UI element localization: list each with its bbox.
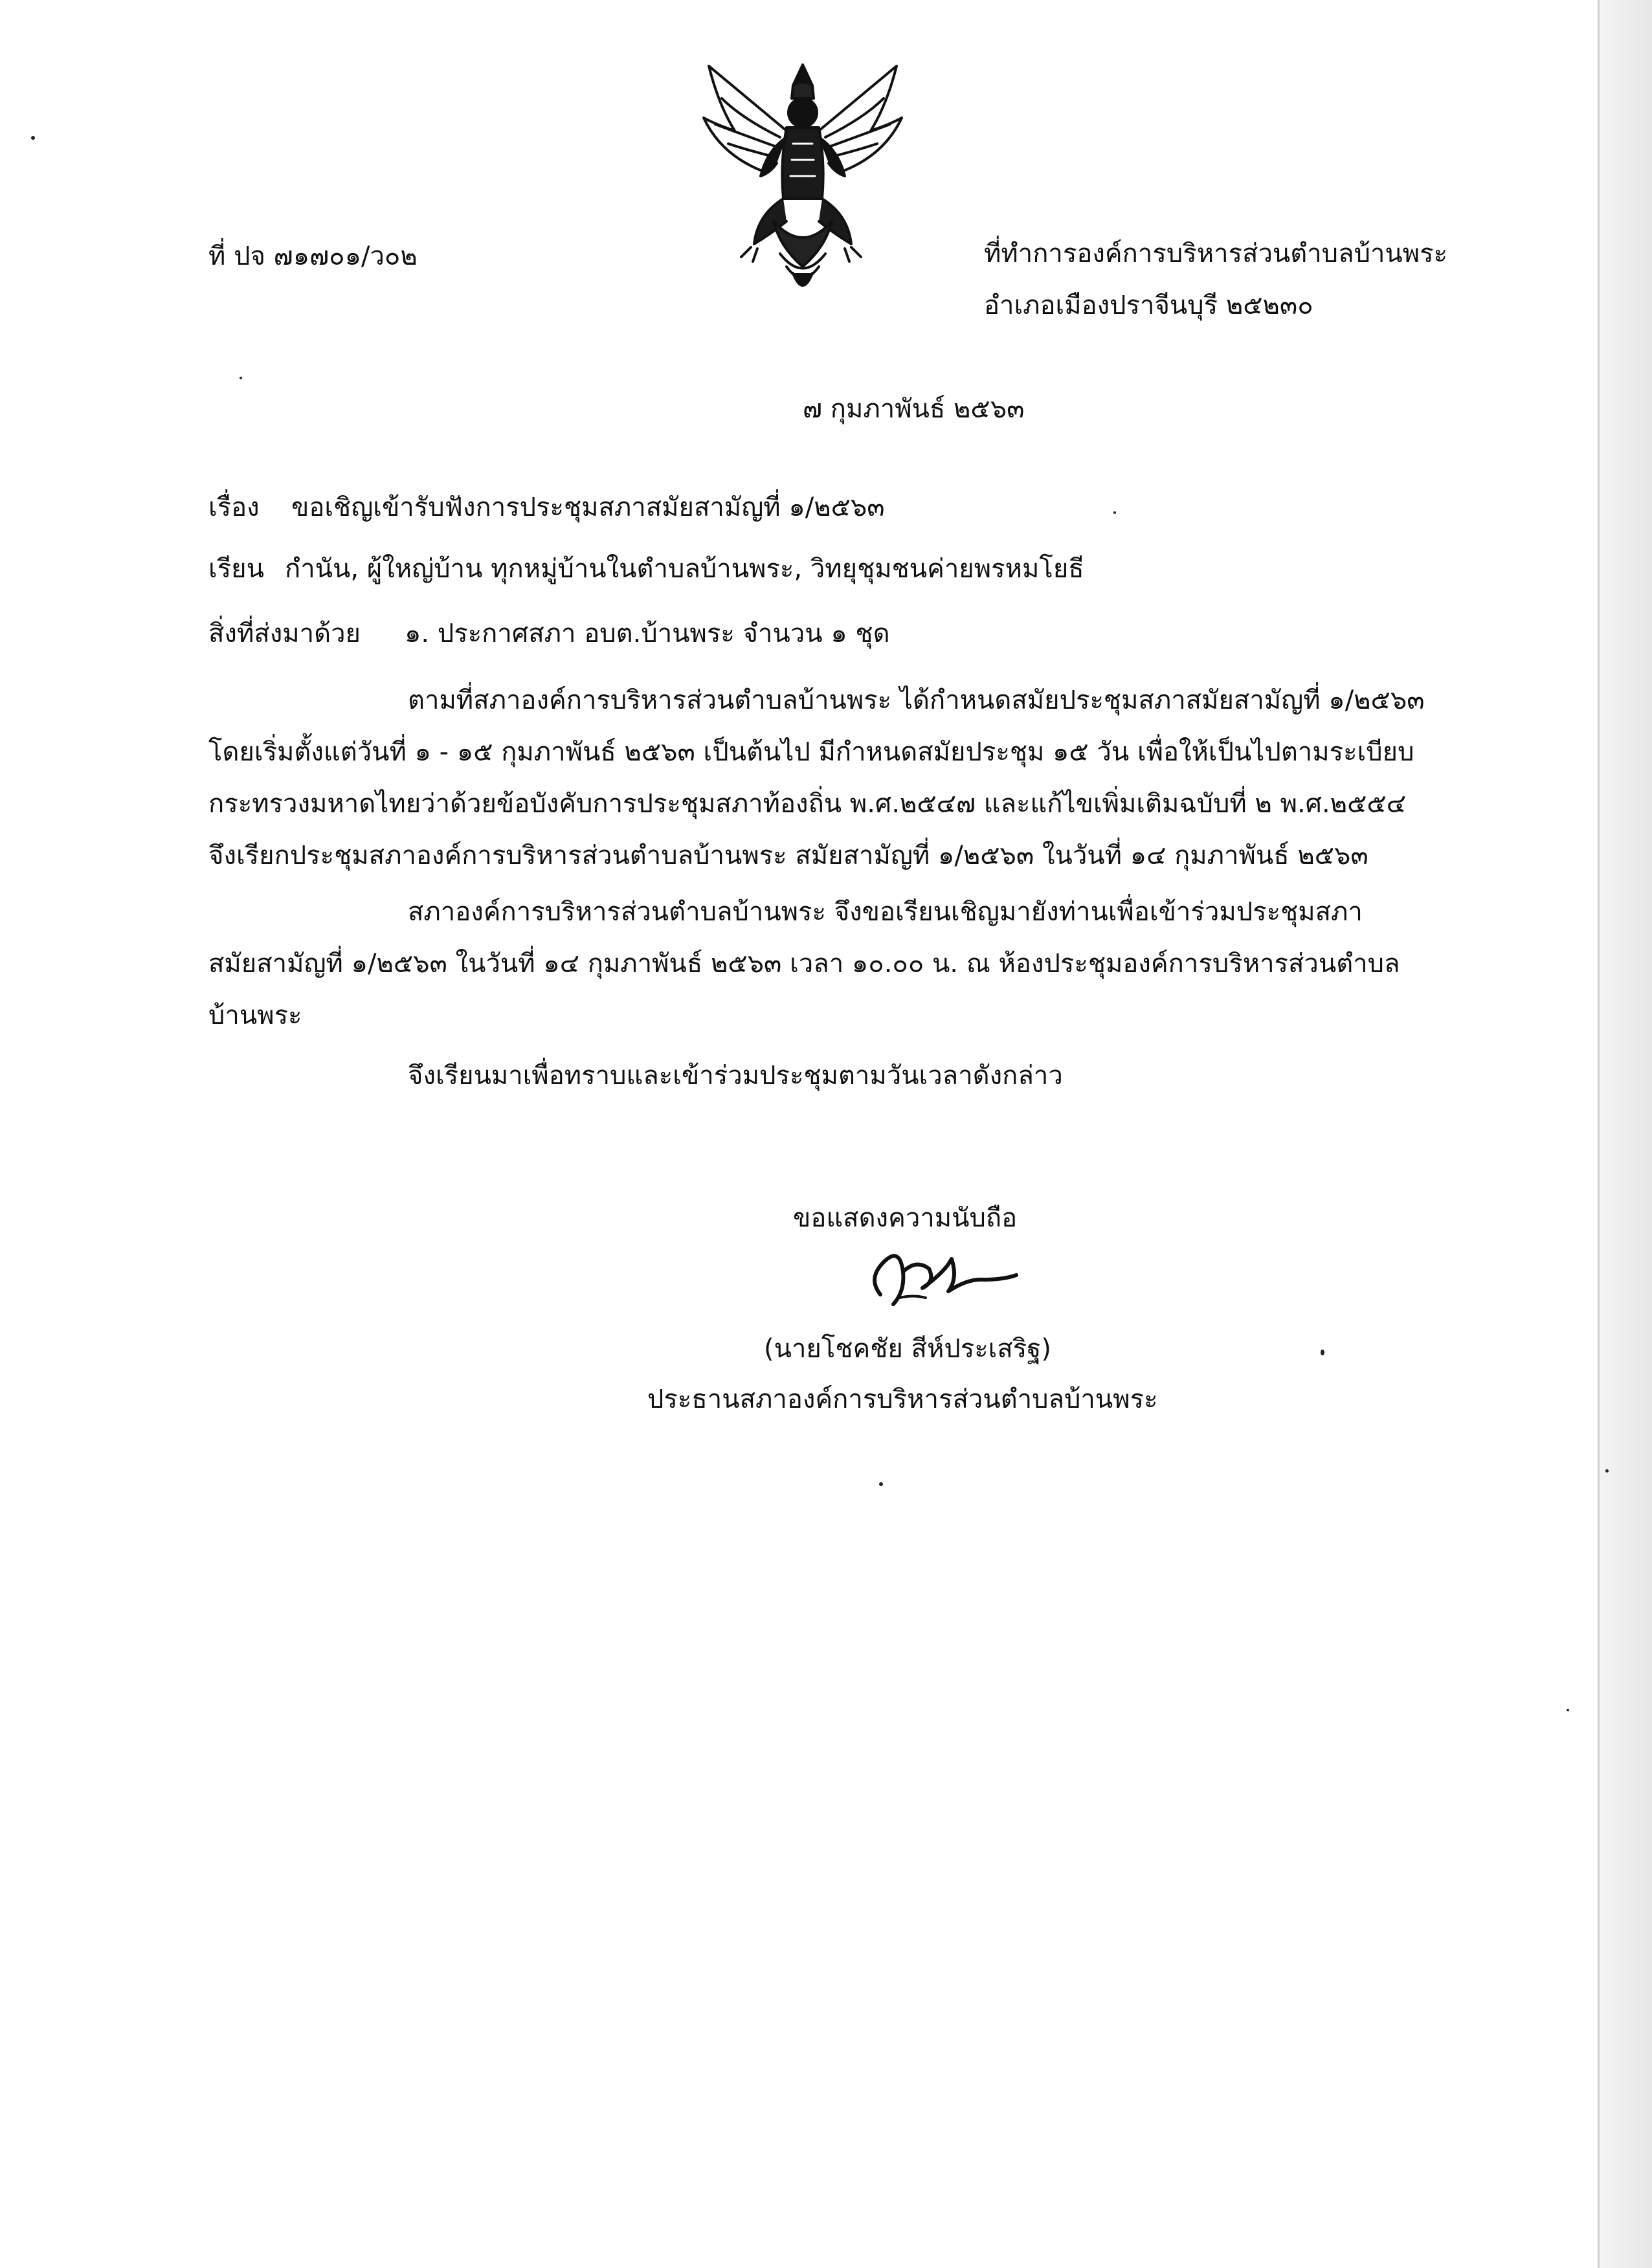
signer-title: ประธานสภาองค์การบริหารส่วนตำบลบ้านพระ (647, 1384, 1158, 1414)
paragraph-1-line-2: โดยเริ่มตั้งแต่วันที่ ๑ - ๑๕ กุมภาพันธ์ ๒๕๖๓ เป็นต้นไป มีกำหนดสมัยประชุม ๑๕ วัน เพื่อให้เป็นไปตามระเบียบ (208, 737, 1414, 767)
signer-name: (นายโชคชัย สีห์ประเสริฐ) (764, 1334, 1051, 1364)
enclosure-label: สิ่งที่ส่งมาด้วย (208, 619, 361, 649)
enclosure-text: ๑. ประกาศสภา อบต.บ้านพระ จำนวน ๑ ชุด (405, 619, 890, 649)
reference-number: ที่ ปจ ๗๑๗๐๑/ว๐๒ (208, 241, 418, 271)
scan-speck (1321, 1350, 1324, 1355)
letter-date: ๗ กุมภาพันธ์ ๒๕๖๓ (803, 394, 1025, 424)
paragraph-1-line-1: ตามที่สภาองค์การบริหารส่วนตำบลบ้านพระ ได้กำหนดสมัยประชุมสภาสมัยสามัญที่ ๑/๒๕๖๓ (408, 685, 1425, 715)
paragraph-2-line-3: บ้านพระ (208, 1001, 302, 1030)
scan-speck (1113, 511, 1116, 514)
scan-speck (879, 1482, 883, 1486)
closing-paragraph: จึงเรียนมาเพื่อทราบและเข้าร่วมประชุมตามวันเวลาดังกล่าว (408, 1061, 1063, 1091)
scan-speck (1605, 1469, 1609, 1473)
paragraph-1-line-3: กระทรวงมหาดไทยว่าด้วยข้อบังคับการประชุมสภาท้องถิ่น พ.ศ.๒๕๔๗ และแก้ไขเพิ่มเติมฉบับที่ ๒ พ.ศ.๒๕๕๔ (208, 789, 1406, 819)
recipient-label: เรียน (208, 554, 264, 584)
subject-text: ขอเชิญเข้ารับฟังการประชุมสภาสมัยสามัญที่ ๑/๒๕๖๓ (291, 493, 885, 522)
scan-speck (240, 377, 242, 379)
paragraph-2-line-2: สมัยสามัญที่ ๑/๒๕๖๓ ในวันที่ ๑๔ กุมภาพันธ์ ๒๕๖๓ เวลา ๑๐.๐๐ น. ณ ห้องประชุมองค์การบริหารส่วนตำบล (208, 949, 1400, 979)
recipient-text: กำนัน, ผู้ใหญ่บ้าน ทุกหมู่บ้านในตำบลบ้านพระ, วิทยุชุมชนค่ายพรหมโยธี (285, 554, 1084, 584)
scan-speck (1567, 1709, 1569, 1711)
garuda-emblem-icon (696, 60, 910, 299)
complimentary-closing: ขอแสดงความนับถือ (793, 1203, 1018, 1233)
handwritten-signature-icon (854, 1233, 1023, 1317)
office-address-line-1: ที่ทำการองค์การบริหารส่วนตำบลบ้านพระ (984, 239, 1448, 269)
subject-label: เรื่อง (208, 493, 260, 522)
scan-speck (31, 136, 35, 140)
office-address-line-2: อำเภอเมืองปราจีนบุรี ๒๕๒๓๐ (984, 291, 1313, 320)
paragraph-2-line-1: สภาองค์การบริหารส่วนตำบลบ้านพระ จึงขอเรียนเชิญมายังท่านเพื่อเข้าร่วมประชุมสภา (408, 897, 1363, 927)
scanned-paper-edge (1598, 0, 1652, 2268)
paragraph-1-line-4: จึงเรียกประชุมสภาองค์การบริหารส่วนตำบลบ้านพระ สมัยสามัญที่ ๑/๒๕๖๓ ในวันที่ ๑๔ กุมภาพันธ์ ๒๕๖๓ (208, 841, 1368, 871)
